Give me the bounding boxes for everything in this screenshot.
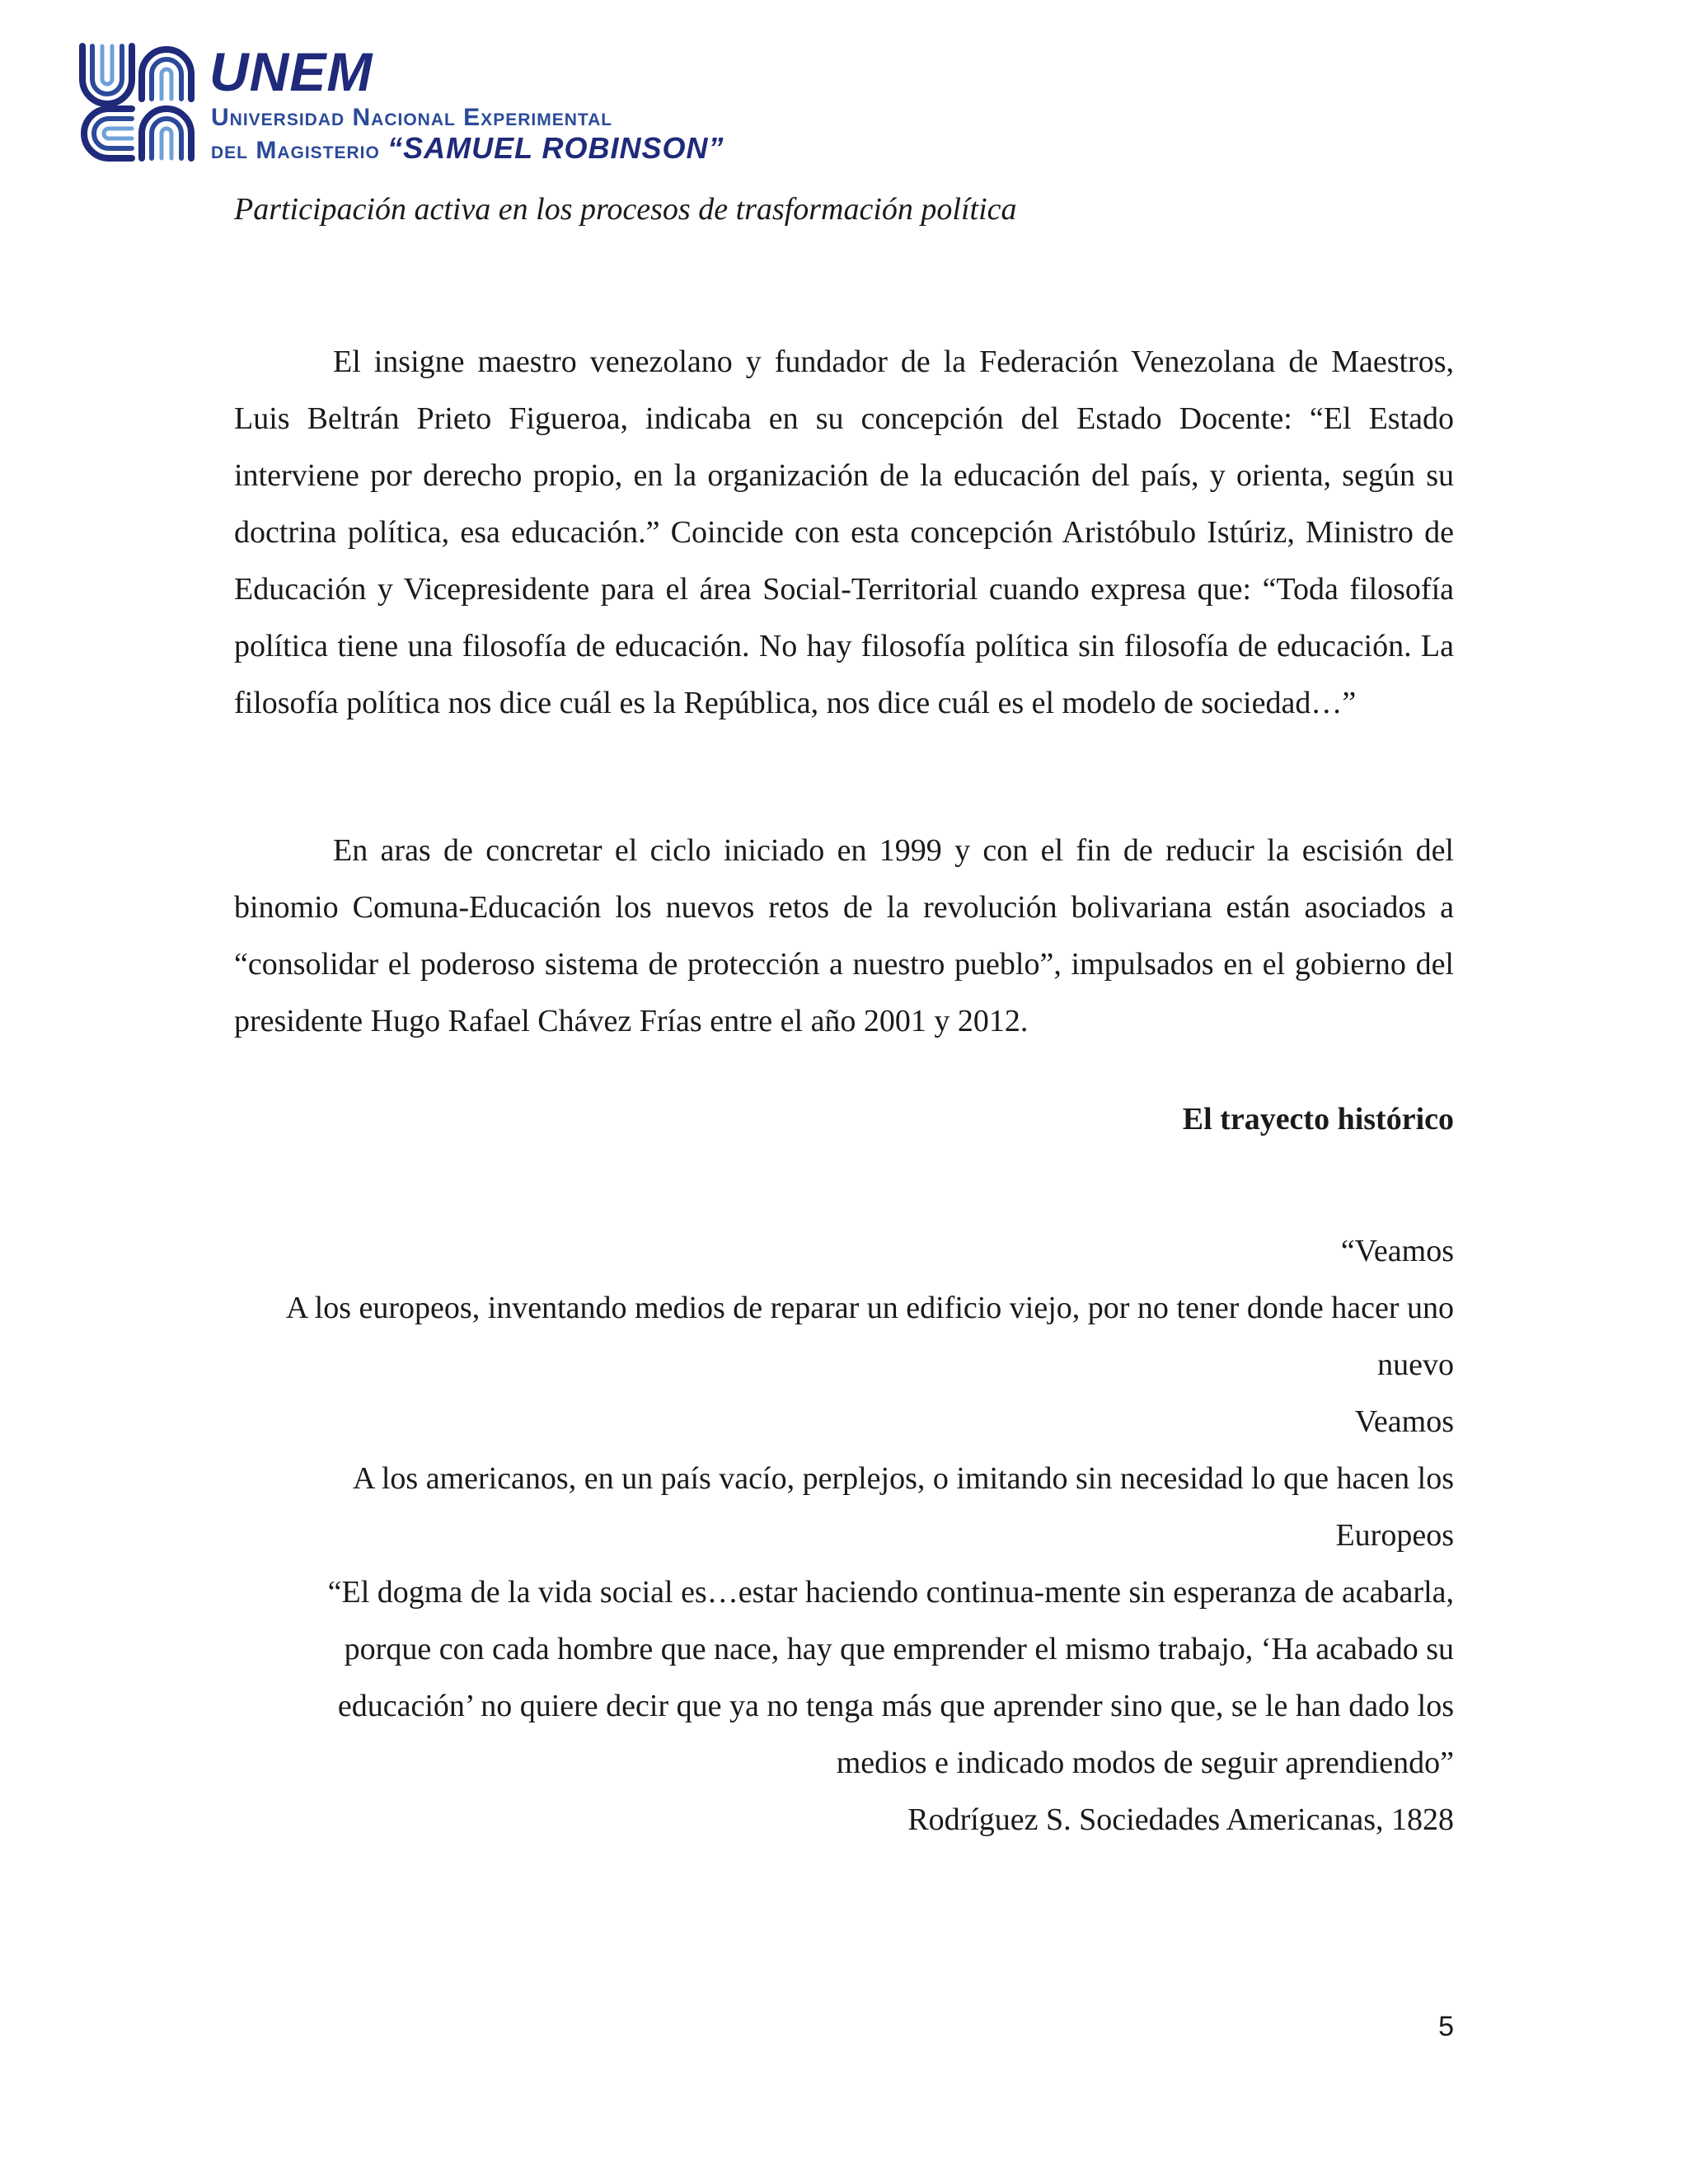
epigraph-quote <box>247 1223 1454 1849</box>
epigraph-line: Veamos <box>1354 1404 1454 1439</box>
epigraph-line: “El dogma de la vida social es…estar haciendo continua-mente sin esperanza de acabarla, porque con cada hombre que nace, hay que emprender el mismo trabajo, ‘Ha acabado su educación’ no quiere decir que ya no tenga más que aprender sino que, se le han dado los medios e indicado modos de seguir aprendiendo” <box>327 1575 1454 1780</box>
unem-logo-icon <box>76 41 201 163</box>
epigraph-line: A los europeos, inventando medios de reparar un edificio viejo, por no tener donde hacer uno nuevo <box>285 1291 1454 1382</box>
logo-magisterio-line <box>211 131 724 165</box>
logo-samuel-robinson: “SAMUEL ROBINSON” <box>387 131 724 165</box>
section-heading: El trayecto histórico <box>1182 1102 1454 1137</box>
logo-magisterio-prefix: del Magisterio <box>211 137 388 164</box>
logo-university-line: Universidad Nacional Experimental <box>211 104 613 131</box>
running-title: Participación activa en los procesos de trasformación política <box>234 192 1017 227</box>
page-number: 5 <box>1438 2011 1454 2042</box>
paragraph-2 <box>234 823 1454 1050</box>
epigraph-line: A los americanos, en un país vacío, perplejos, o imitando sin necesidad lo que hacen los Europeos <box>353 1461 1454 1553</box>
unem-logo <box>76 41 724 173</box>
epigraph-attribution: Rodríguez S. Sociedades Americanas, 1828 <box>907 1802 1454 1837</box>
paragraph-1 <box>234 334 1454 732</box>
logo-name: UNEM <box>209 41 373 102</box>
epigraph-line: “Veamos <box>1340 1234 1454 1268</box>
paragraph-text: En aras de concretar el ciclo iniciado en 1999 y con el fin de reducir la escisión del binomio Comuna-Educación los nuevos retos de la revolución bolivariana están asociados a “consolidar el poderoso sistema de protección a nuestro pueblo”, impulsados en el gobierno del presidente Hugo Rafael Chávez Frías entre el año 2001 y 2012. <box>234 833 1454 1038</box>
paragraph-text: El insigne maestro venezolano y fundador de la Federación Venezolana de Maestros, Luis Beltrán Prieto Figueroa, indicaba en su concepción del Estado Docente: “El Estado interviene por derecho propio, en la organización de la educación del país, y orienta, según su doctrina política, esa educación.” Coincide con esta concepción Aristóbulo Istúriz, Ministro de Educación y Vicepresidente para el área Social-Territorial cuando expresa que: “Toda filosofía política tiene una filosofía de educación. No hay filosofía política sin filosofía de educación. La filosofía política nos dice cuál es la República, nos dice cuál es el modelo de sociedad…” <box>234 344 1454 720</box>
